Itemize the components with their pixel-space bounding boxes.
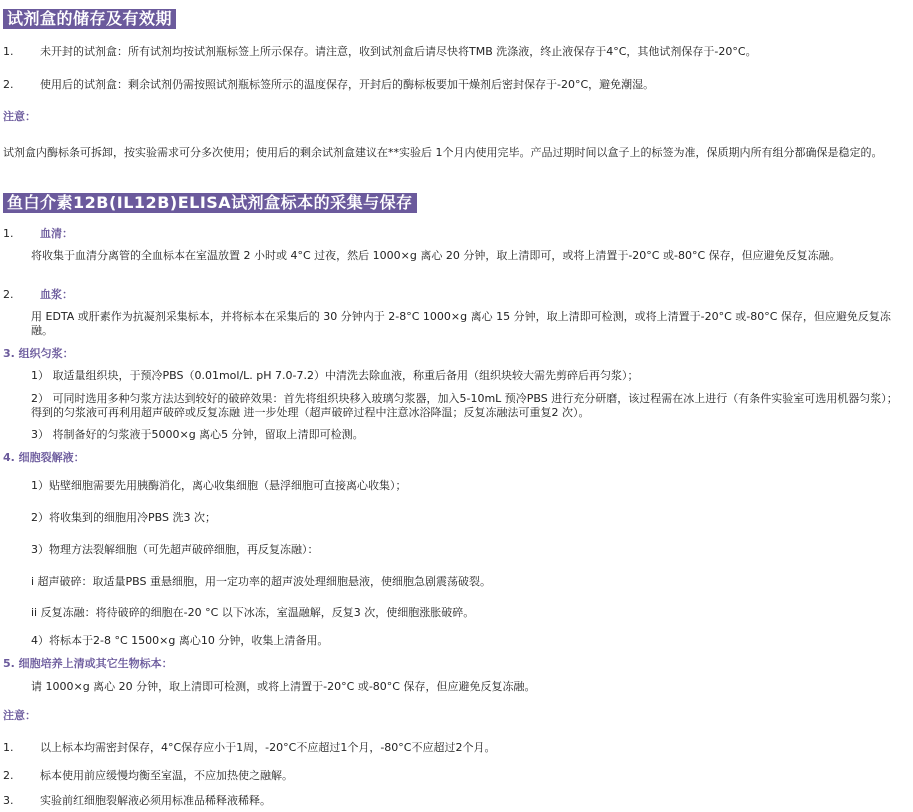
item-number: 2. [3, 288, 14, 301]
culture-text: 请 1000×g 离心 20 分钟，取上清即可检测，或将上清置于-20°C 或-80°C 保存，但应避免反复冻融。 [31, 680, 536, 693]
tissue-step-3: 3） 将制备好的匀浆液于5000×g 离心5 分钟，留取上清即可检测。 [31, 428, 364, 441]
lysate-step-2: 2）将收集到的细胞用冷PBS 洗3 次； [31, 511, 216, 524]
lysate-step-1: 1）贴壁细胞需要先用胰酶消化，离心收集细胞（悬浮细胞可直接离心收集）； [31, 479, 407, 492]
culture-heading: 5. 细胞培养上清或其它生物标本： [3, 657, 173, 670]
serum-label: 血清： [40, 227, 73, 240]
item-number: 1. [3, 45, 14, 58]
lysate-step-4: 4）将标本于2-8 °C 1500×g 离心10 分钟，收集上清备用。 [31, 634, 329, 647]
tissue-heading: 3. 组织匀浆： [3, 347, 74, 360]
note-label: 注意： [3, 110, 36, 123]
serum-text: 将收集于血清分离管的全血标本在室温放置 2 小时或 4°C 过夜，然后 1000×g 离心 20 分钟，取上清即可，或将上清置于-20°C 或-80°C 保存，但应避免反复冻融。 [31, 249, 841, 262]
item-number: 2. [3, 769, 14, 782]
item-number: 2. [3, 78, 14, 91]
lysate-step-3: 3）物理方法裂解细胞（可先超声破碎细胞，再反复冻融）： [31, 543, 319, 556]
note-text: 试剂盒内酶标条可拆卸，按实验需求可分多次使用；使用后的剩余试剂盒建议在**实验后 1个月内使用完毕。产品过期时间以盒子上的标签为准，保质期内所有组分都确保是稳定的。 [3, 146, 883, 159]
storage-item-opened: 使用后的试剂盒：剩余试剂仍需按照试剂瓶标签所示的温度保存，开封后的酶标板要加干燥剂后密封保存于-20°C，避免潮湿。 [40, 78, 655, 91]
note-item-1: 以上标本均需密封保存，4°C保存应小于1周，-20°C不应超过1个月，-80°C不应超过2个月。 [40, 741, 496, 754]
note-label: 注意： [3, 709, 36, 722]
lysate-step-3-i: i 超声破碎：取适量PBS 重悬细胞，用一定功率的超声波处理细胞悬液，使细胞急剧震荡破裂。 [31, 575, 492, 588]
note-item-2: 标本使用前应缓慢均衡至室温，不应加热使之融解。 [40, 769, 293, 782]
plasma-label: 血浆： [40, 288, 73, 301]
tissue-step-2: 2） 可同时选用多种匀浆方法达到较好的破碎效果：首先将组织块移入玻璃匀浆器，加入5-10mL 预冷PBS 进行充分研磨，该过程需在冰上进行（有条件实验室可选用机器匀浆）；得到的匀浆液可再利用超声破碎或反复冻融 进一步处理（超声破碎过程中注意冰浴降温；反复冻融法可重复2 次）。 [31, 392, 898, 419]
plasma-text: 用 EDTA 或肝素作为抗凝剂采集标本，并将标本在采集后的 30 分钟内于 2-8°C 1000×g 离心 15 分钟，取上清即可检测，或将上清置于-20°C 或-80°C 保存，但应避免反复冻融。 [31, 310, 891, 337]
item-number: 1. [3, 741, 14, 754]
item-number: 1. [3, 227, 14, 240]
lysate-heading: 4. 细胞裂解液： [3, 451, 85, 464]
note-item-3: 实验前红细胞裂解液必须用标准品稀释液稀释。 [40, 794, 271, 807]
tissue-step-1: 1） 取适量组织块，于预冷PBS（0.01mol/L. pH 7.0-7.2）中清洗去除血液，称重后备用（组织块较大需先剪碎后再匀浆）； [31, 369, 639, 382]
storage-item-unopened: 未开封的试剂盒：所有试剂均按试剂瓶标签上所示保存。请注意，收到试剂盒后请尽快将TMB 洗涤液，终止液保存于4°C，其他试剂保存于-20°C。 [40, 45, 757, 58]
lysate-step-3-ii: ii 反复冻融：将待破碎的细胞在-20 °C 以下冰冻，室温融解，反复3 次，使细胞涨胀破碎。 [31, 606, 475, 619]
item-number: 3. [3, 794, 14, 807]
section-title-collection: 鱼白介素12B(IL12B)ELISA试剂盒标本的采集与保存 [3, 193, 417, 213]
section-title-storage: 试剂盒的储存及有效期 [3, 9, 176, 29]
